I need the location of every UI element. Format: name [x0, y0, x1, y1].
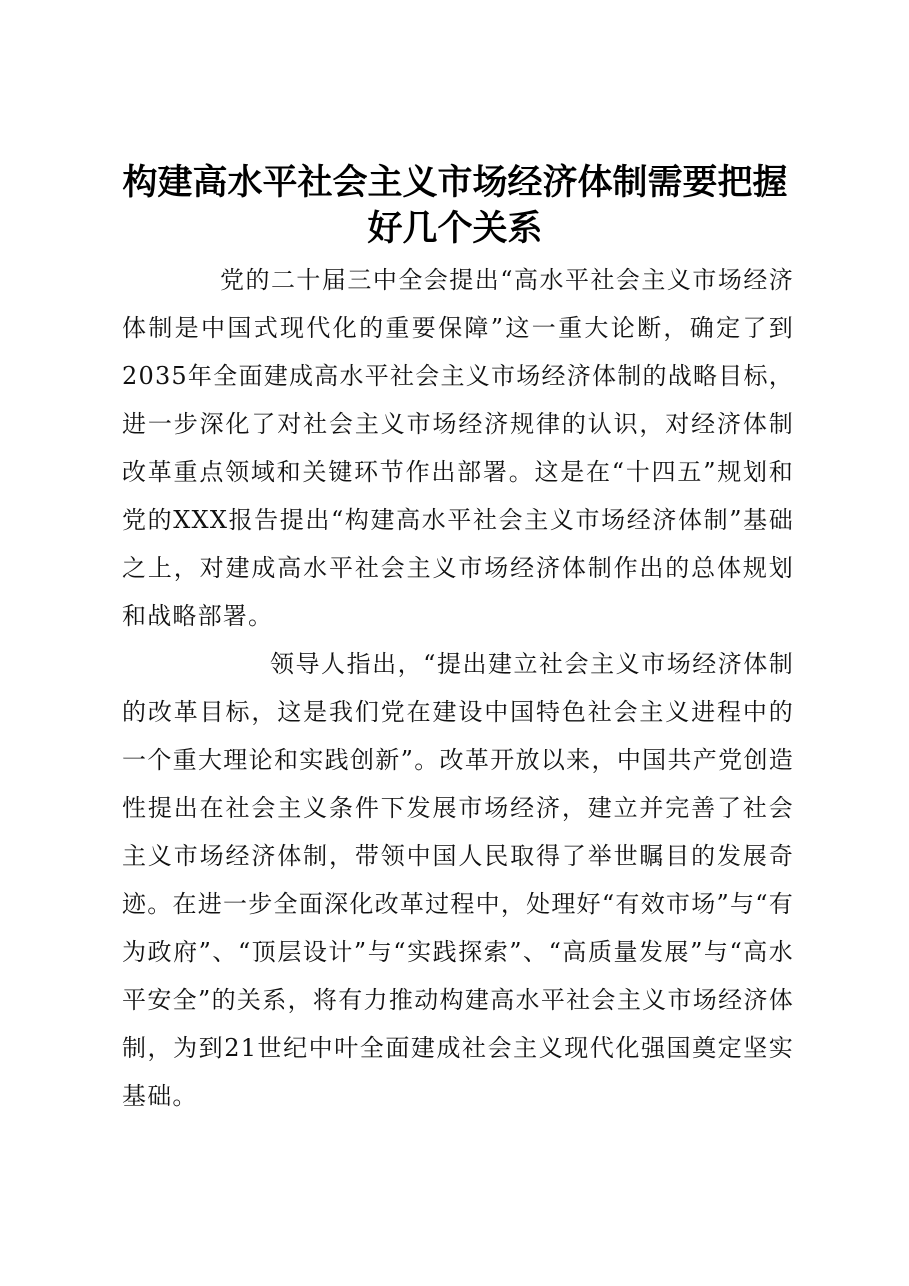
document-title: 构建高水平社会主义市场经济体制需要把握好几个关系 — [122, 162, 788, 249]
body-paragraph-2: 领导人指出，“提出建立社会主义市场经济体制的改革目标，这是我们党在建设中国特色社会主义进程中的一个重大理论和实践创新”。改革开放以来，中国共产党创造性提出在社会主义条件下发展市场经济，建立并完善了社会主义市场经济体制，带领中国人民取得了举世瞩目的发展奇迹。在进一步全面深化改革过程中，处理好“有效市场”与“有为政府”、“顶层设计”与“实践探索”、“高质量发展”与“高水平安全”的关系，将有力推动构建高水平社会主义市场经济体制，为到21世纪中叶全面建成社会主义现代化强国奠定坚实基础。 — [122, 650, 794, 1110]
body-paragraph-1: 党的二十届三中全会提出“高水平社会主义市场经济体制是中国式现代化的重要保障”这一重大论断，确定了到2035年全面建成高水平社会主义市场经济体制的战略目标，进一步深化了对社会主义市场经济规律的认识，对经济体制改革重点领域和关键环节作出部署。这是在“十四五”规划和党的XXX报告提出“构建高水平社会主义市场经济体制”基础之上，对建成高水平社会主义市场经济体制作出的总体规划和战略部署。 — [122, 266, 794, 630]
